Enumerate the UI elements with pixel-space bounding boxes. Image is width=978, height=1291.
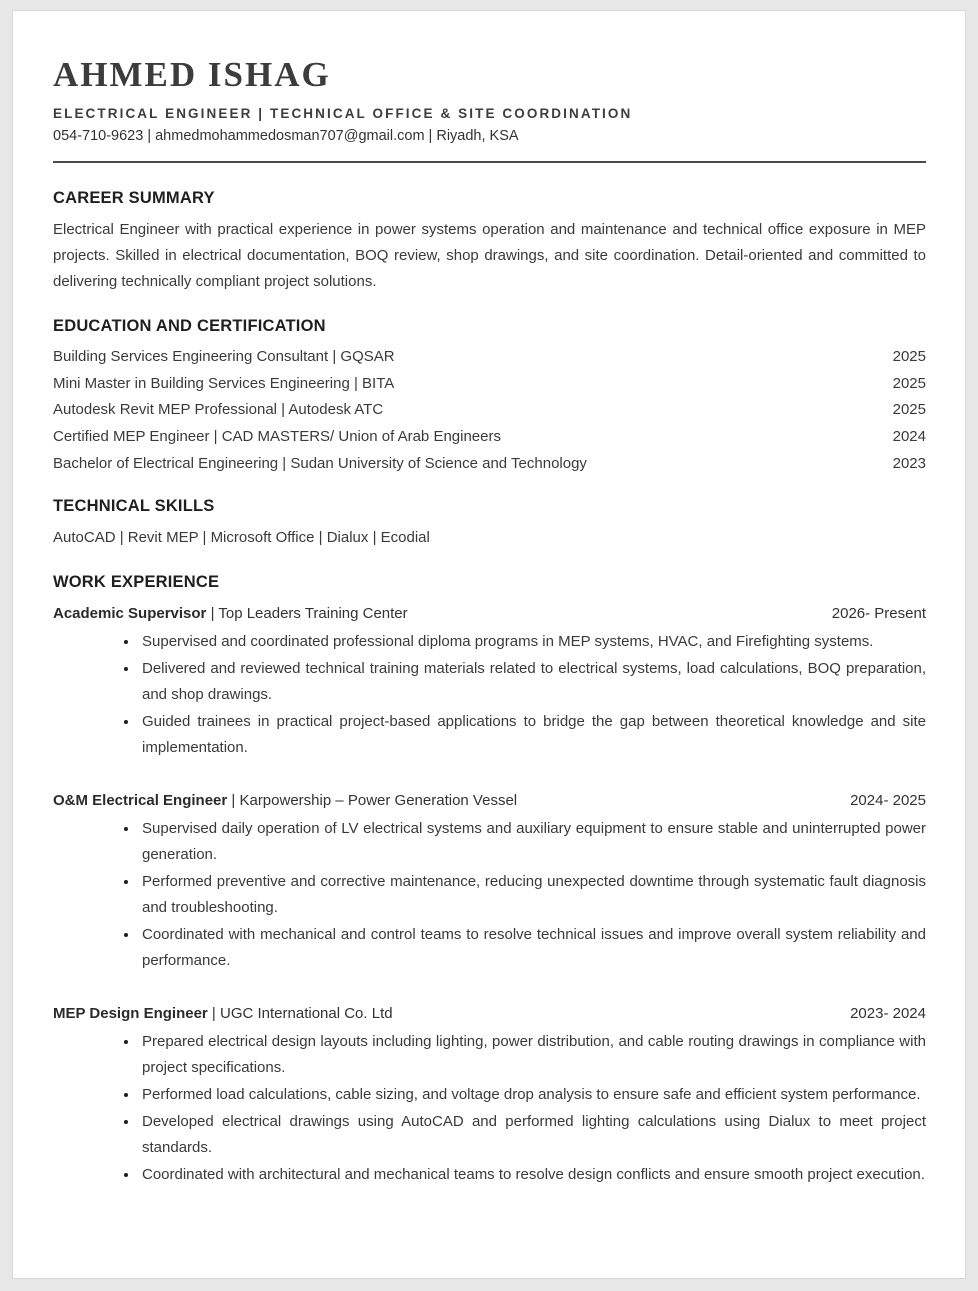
job-bullet-list xyxy=(53,816,926,974)
job-role: O&M Electrical Engineer xyxy=(53,792,228,810)
job-entry xyxy=(53,601,926,761)
education-item-year: 2024 xyxy=(892,427,926,445)
job-dates: 2026- Present xyxy=(831,605,926,623)
education-item-title: Mini Master in Building Services Engineering | BITA xyxy=(53,374,395,392)
education-row xyxy=(53,424,926,451)
education-item-year: 2025 xyxy=(892,374,926,392)
bullet-item: • Delivered and reviewed technical training materials related to electrical systems, load calculations, BOQ preparation, and shop drawings. xyxy=(139,656,926,708)
bullet-item: • Developed electrical drawings using AutoCAD and performed lighting calculations using Dialux to meet project standards. xyxy=(139,1109,926,1161)
job-company: | UGC International Co. Ltd xyxy=(207,1005,393,1023)
skills-heading: TECHNICAL SKILLS xyxy=(53,497,215,516)
career-summary-heading: CAREER SUMMARY xyxy=(53,189,215,208)
job-title-group xyxy=(53,788,517,814)
education-item-year: 2023 xyxy=(892,454,926,472)
job-bullet-list xyxy=(53,629,926,761)
education-item-title: Autodesk Revit MEP Professional | Autodesk ATC xyxy=(53,401,384,419)
resume-header xyxy=(53,55,926,163)
job-role: MEP Design Engineer xyxy=(53,1005,208,1023)
resume-document xyxy=(12,10,966,1279)
education-item-year: 2025 xyxy=(892,348,926,366)
job-title-group xyxy=(53,601,408,627)
education-row xyxy=(53,397,926,424)
bullet-item: • Supervised and coordinated professional diploma programs in MEP systems, HVAC, and Firefighting systems. xyxy=(139,629,926,655)
name-heading: AHMED ISHAG xyxy=(53,55,331,94)
job-header xyxy=(53,1001,926,1027)
education-item-title: Building Services Engineering Consultant | GQSAR xyxy=(53,348,395,366)
career-summary-text: Electrical Engineer with practical experience in power systems operation and maintenance and technical office exposure in MEP projects. Skilled in electrical documentation, BOQ review, shop drawings, and site coordination. Detail-oriented and committed to delivering technically compliant project solutions. xyxy=(53,221,926,291)
job-entry xyxy=(53,1001,926,1188)
experience-heading: WORK EXPERIENCE xyxy=(53,573,220,592)
skills-section xyxy=(53,497,926,551)
bullet-item: • Performed load calculations, cable sizing, and voltage drop analysis to ensure safe and efficient system performance. xyxy=(139,1082,926,1108)
job-title-line: ELECTRICAL ENGINEER | TECHNICAL OFFICE & SITE COORDINATION xyxy=(53,106,633,122)
education-section xyxy=(53,317,926,477)
job-title-group xyxy=(53,1001,393,1027)
education-list xyxy=(53,344,926,477)
job-dates: 2024- 2025 xyxy=(850,792,926,810)
education-row xyxy=(53,371,926,398)
bullet-item: • Coordinated with mechanical and control teams to resolve technical issues and improve overall system reliability and performance. xyxy=(139,922,926,974)
education-item-title: Bachelor of Electrical Engineering | Sudan University of Science and Technology xyxy=(53,454,587,472)
education-item-year: 2025 xyxy=(892,401,926,419)
education-row xyxy=(53,451,926,478)
education-row xyxy=(53,344,926,371)
education-heading: EDUCATION AND CERTIFICATION xyxy=(53,317,326,336)
bullet-item: • Coordinated with architectural and mechanical teams to resolve design conflicts and ensure smooth project execution. xyxy=(139,1162,926,1188)
job-company: | Karpowership – Power Generation Vessel xyxy=(227,792,518,810)
bullet-item: • Prepared electrical design layouts including lighting, power distribution, and cable routing drawings in compliance with project specifications. xyxy=(139,1029,926,1081)
contact-line: 054-710-9623 | ahmedmohammedosman707@gmail.com | Riyadh, KSA xyxy=(53,128,519,145)
job-header xyxy=(53,788,926,814)
skills-list: AutoCAD | Revit MEP | Microsoft Office | Dialux | Ecodial xyxy=(53,529,430,547)
bullet-item: • Performed preventive and corrective maintenance, reducing unexpected downtime through systematic fault diagnosis and troubleshooting. xyxy=(139,869,926,921)
career-summary-section xyxy=(53,189,926,295)
experience-section xyxy=(53,573,926,1188)
bullet-item: • Supervised daily operation of LV electrical systems and auxiliary equipment to ensure stable and uninterrupted power generation. xyxy=(139,816,926,868)
job-header xyxy=(53,601,926,627)
job-bullet-list xyxy=(53,1029,926,1188)
job-role: Academic Supervisor xyxy=(53,605,207,623)
header-divider xyxy=(53,161,926,163)
job-dates: 2023- 2024 xyxy=(850,1005,926,1023)
job-company: | Top Leaders Training Center xyxy=(206,605,408,623)
job-entry xyxy=(53,788,926,974)
bullet-item: • Guided trainees in practical project-based applications to bridge the gap between theoretical knowledge and site implementation. xyxy=(139,709,926,761)
education-item-title: Certified MEP Engineer | CAD MASTERS/ Union of Arab Engineers xyxy=(53,427,501,445)
